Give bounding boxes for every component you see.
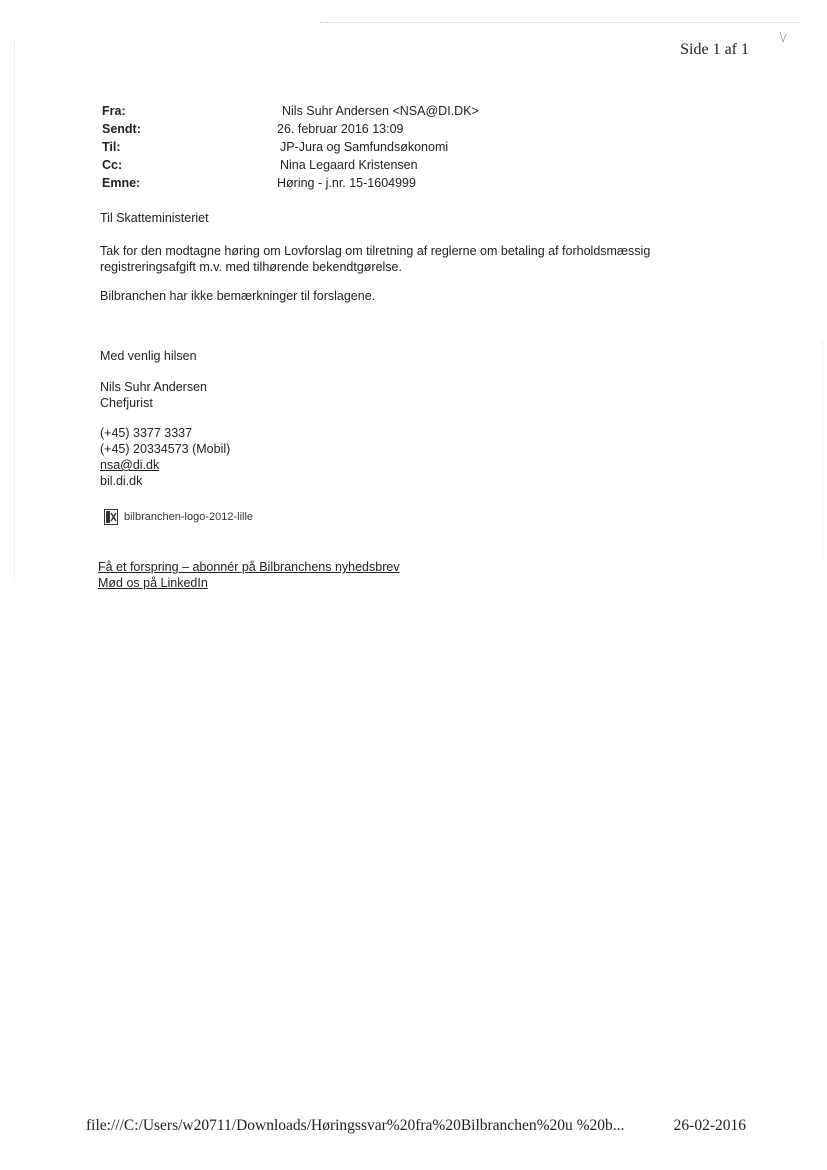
signature-title: Chefjurist (100, 396, 153, 410)
logo-placeholder (104, 509, 253, 525)
header-row-to (102, 138, 479, 156)
cc-label: Cc: (102, 158, 123, 172)
links-block (98, 559, 738, 591)
linkedin-link[interactable]: Mød os på LinkedIn (98, 576, 208, 590)
cc-value: Nina Legaard Kristensen (280, 158, 418, 172)
closing-text: Med venlig hilsen (100, 349, 197, 363)
scan-artifact-edge-right (822, 340, 823, 560)
page-number: Side 1 af 1 (680, 41, 749, 58)
logo-alt-text: bilbranchen-logo-2012-lille (124, 511, 254, 523)
print-footer (86, 1117, 746, 1135)
broken-image-icon (104, 509, 118, 525)
signature-name: Nils Suhr Andersen (100, 380, 208, 394)
contact-mobile: (+45) 20334573 (Mobil) (100, 442, 231, 456)
footer-date: 26-02-2016 (673, 1117, 746, 1134)
header-row-cc (102, 156, 479, 174)
from-value: Nils Suhr Andersen <NSA@DI.DK> (282, 104, 479, 118)
sent-label: Sendt: (102, 122, 141, 136)
to-label: Til: (102, 140, 121, 154)
paragraph-2 (100, 288, 740, 304)
salutation-text: Til Skatteministeriet (100, 211, 209, 225)
subject-label: Emne: (102, 176, 141, 190)
header-row-subject (102, 174, 479, 192)
newsletter-link[interactable]: Få et forspring – abonnér på Bilbranchens nyhedsbrev (98, 560, 400, 574)
subject-value: Høring - j.nr. 15-1604999 (277, 176, 416, 190)
scan-mark-icon (778, 30, 790, 46)
scan-artifact-edge-left (14, 40, 15, 580)
scan-artifact-line (320, 22, 800, 23)
contact-email-link[interactable]: nsa@di.dk (100, 458, 160, 472)
paragraph-1 (100, 243, 740, 275)
closing (100, 348, 740, 364)
contact-website: bil.di.dk (100, 474, 143, 488)
from-label: Fra: (102, 104, 126, 118)
contact-phone: (+45) 3377 3337 (100, 426, 193, 440)
sent-value: 26. februar 2016 13:09 (277, 122, 404, 136)
footer-file-path: file:///C:/Users/w20711/Downloads/Høringssvar%20fra%20Bilbranchen%20u %20b... (86, 1117, 625, 1134)
to-value: JP-Jura og Samfundsøkonomi (280, 140, 449, 154)
header-row-sent (102, 120, 479, 138)
signature-block (100, 379, 740, 411)
paragraph-1-line-2: registreringsafgift m.v. med tilhørende bekendtgørelse. (100, 260, 402, 274)
header-row-from (102, 102, 479, 120)
paragraph-1-line-1: Tak for den modtagne høring om Lovforslag om tilretning af reglerne om betaling af forholdsmæssig (100, 244, 651, 258)
email-header (102, 102, 479, 192)
paragraph-2-text: Bilbranchen har ikke bemærkninger til forslagene. (100, 289, 376, 303)
contact-block (100, 425, 740, 489)
salutation (100, 210, 740, 226)
